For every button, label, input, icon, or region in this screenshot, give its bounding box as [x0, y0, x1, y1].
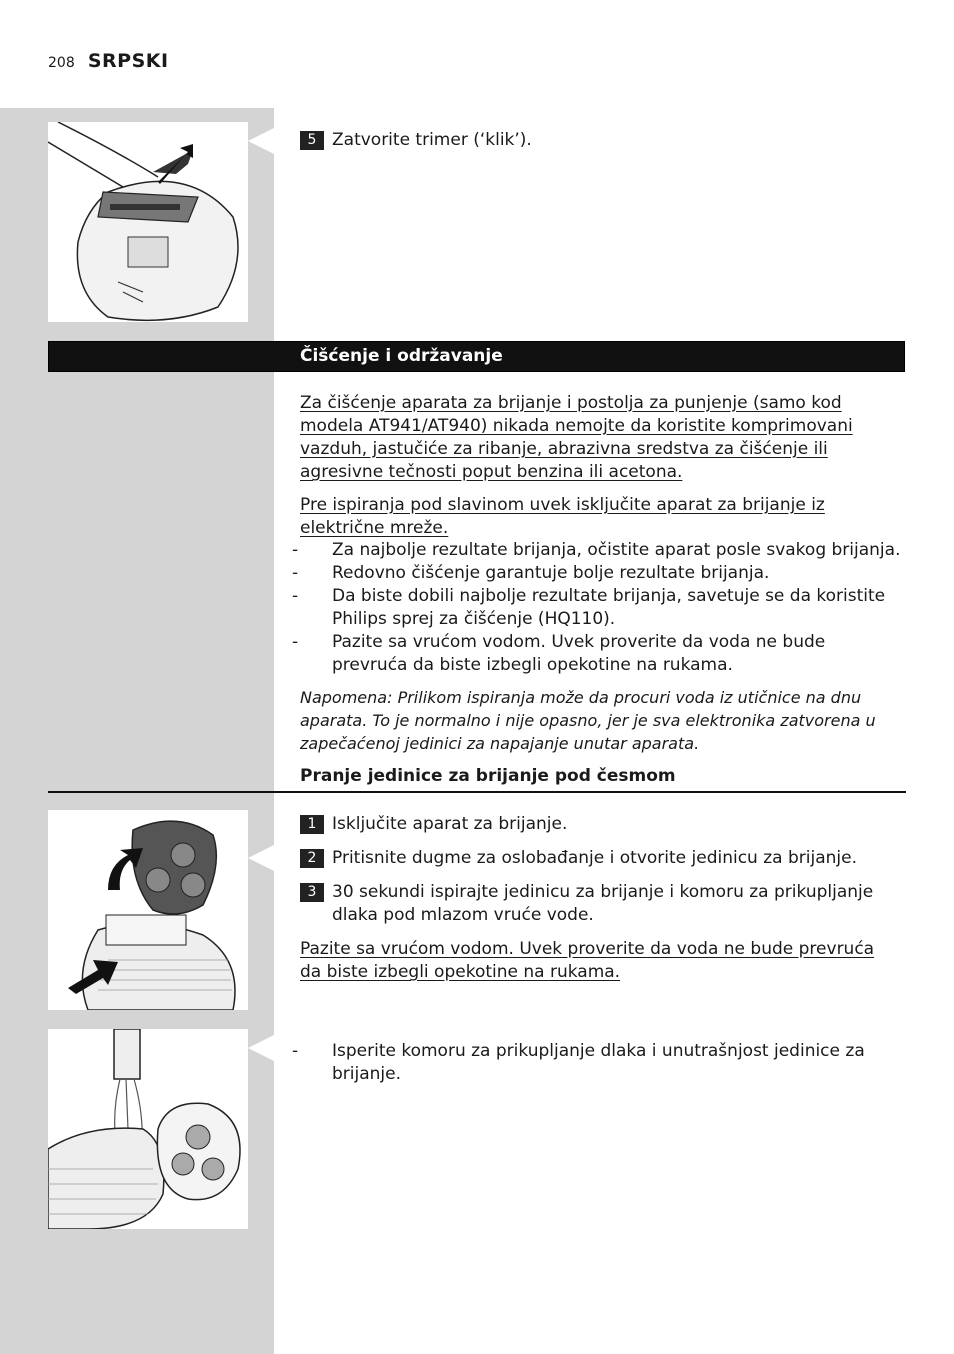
- warning-unplug: Pre ispiranja pod slavinom uvek isključite aparat za brijanje iz električne mreže.: [300, 495, 825, 538]
- step-text: Zatvorite trimer (‘klik’).: [332, 130, 532, 150]
- list-item: - Isperite komoru za prikupljanje dlaka i unutrašnjost jedinice za brijanje.: [292, 1041, 865, 1084]
- list-item: - Pazite sa vrućom vodom. Uvek proverite da voda ne bude prevruća da biste izbegli opekotine na rukama.: [292, 632, 826, 675]
- step-text: Isključite aparat za brijanje.: [332, 814, 568, 834]
- step-5: [300, 129, 905, 152]
- step-3: [300, 881, 905, 927]
- step-1: [300, 813, 905, 836]
- step-number-badge: 5: [300, 131, 324, 150]
- page-number: 208: [48, 55, 75, 71]
- warning-hot-water: Pazite sa vrućom vodom. Uvek proverite da voda ne bude prevruća da biste izbegli opekotine na rukama.: [300, 939, 875, 982]
- list-item: - Za najbolje rezultate brijanja, očistite aparat posle svakog brijanja.: [292, 540, 901, 560]
- illustration-rinse-under-tap: [48, 1029, 248, 1229]
- illustration-pointer: [248, 1035, 274, 1061]
- illustration-pointer: [248, 128, 274, 154]
- list-item: - Redovno čišćenje garantuje bolje rezultate brijanja.: [292, 563, 770, 583]
- illustration-close-trimmer: [48, 122, 248, 322]
- list-item: - Da biste dobili najbolje rezultate brijanja, savetuje se da koristite Philips sprej za čišćenje (HQ110).: [292, 586, 886, 629]
- warning-cleaning-agents: Za čišćenje aparata za brijanje i postolja za punjenje (samo kod modela AT941/AT940) nikada nemojte da koristite komprimovani vazduh, jastučiće za ribanje, abrazivna sredstva za čišćenje ili agresivne tečnosti poput benzina ili acetona.: [300, 393, 853, 482]
- subsection-heading: Pranje jedinice za brijanje pod česmom: [300, 766, 676, 786]
- note-text: Napomena: Prilikom ispiranja može da procuri voda iz utičnice na dnu aparata. To je normalno i nije opasno, jer je sva elektronika zatvorena u zapečaćenoj jedinici za napajanje unutar aparata.: [300, 688, 876, 753]
- step-number-badge: 3: [300, 883, 324, 902]
- page-header: [48, 50, 169, 72]
- section-title-bar: [48, 341, 905, 372]
- step-text: Pritisnite dugme za oslobađanje i otvorite jedinicu za brijanje.: [332, 848, 857, 868]
- cleaning-tips-list: [290, 539, 905, 677]
- step-2: [300, 847, 905, 870]
- illustration-open-shaving-unit: [48, 810, 248, 1010]
- section-title: Čišćenje i održavanje: [300, 346, 503, 366]
- step-text: 30 sekundi ispirajte jedinicu za brijanje i komoru za prikupljanje dlaka pod mlazom vruće vode.: [332, 882, 874, 925]
- illustration-pointer: [248, 845, 274, 871]
- rinse-list: [290, 1040, 905, 1086]
- step-number-badge: 1: [300, 815, 324, 834]
- divider: [48, 791, 906, 793]
- language-title: SRPSKI: [87, 50, 169, 72]
- step-number-badge: 2: [300, 849, 324, 868]
